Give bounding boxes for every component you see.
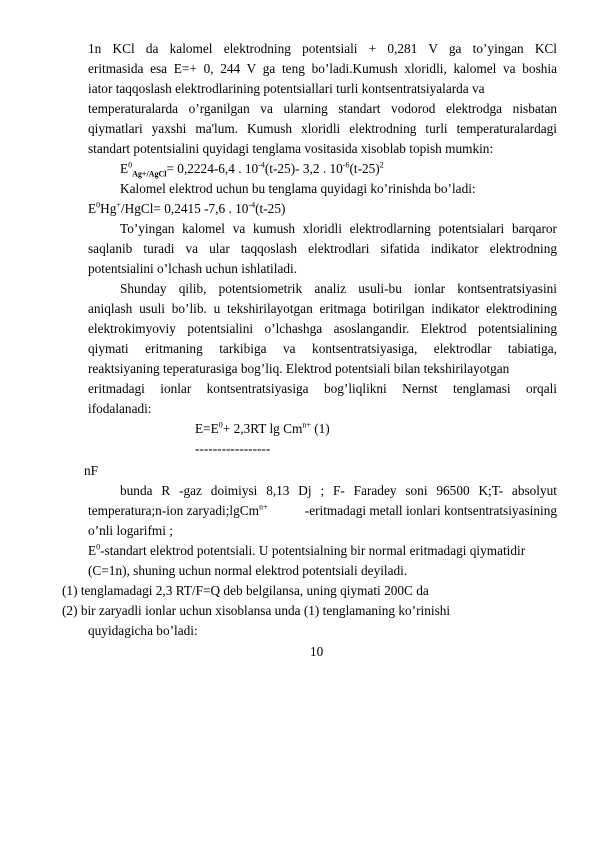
text-line: To’yingan kalomel va kumush xloridli elektrodlarning potentsialari barqaror (120, 221, 557, 236)
text-line: potentsialini o’lchash uchun ishlatiladi. (88, 261, 298, 276)
text-line: $E^0$-standart elektrod potentsiali. U potentsialning bir normal eritmadagi qiymatidir (88, 542, 526, 558)
text-line: (C=1n), shuning uchun normal elektrod potentsiali deyiladi. (88, 563, 408, 578)
text-line: 1n KCl da kalomel elektrodning potentsiali + 0,281 V ga to’yingan KCl (88, 41, 557, 56)
text-line: ifodalanadi: (88, 401, 152, 416)
text-line (88, 502, 557, 520)
fraction-denominator: nF (84, 463, 99, 478)
text-line: eritmasida esa E=+ 0, 244 V ga teng bo’ladi.Kumush xloridli, kalomel va boshia (88, 61, 557, 76)
text-line: elektrokimyoviy potentsialini o’lchashga asoslangandir. Elektrod potentsialining (88, 321, 557, 336)
text-fragment: temperatura;n-ion zaryadi;lgCm$^{n+}$ (88, 502, 268, 518)
page-number: 10 (310, 644, 324, 659)
text-fragment: -eritmadagi metall ionlari kontsentratsiyasining (304, 503, 557, 518)
text-line: quyidagicha bo’ladi: (88, 623, 198, 638)
text-line: bunda R -gaz doimiysi 8,13 Dj ; F- Faradey soni 96500 K;T- absolyut (120, 483, 557, 498)
text-line: (1) tenglamadagi 2,3 RT/F=Q deb belgilansa, uning qiymati 200C da (62, 583, 429, 598)
nernst-equation: $E=E^0+ 2,3RT$ $\lg Cm^{n+}$ (1) (195, 420, 330, 436)
text-line: temperaturalarda o’rganilgan va ularning standart vodorod elektrodga nisbatan (88, 101, 557, 116)
text-line: reaktsiyaning teperaturasiga bog’liq. Elektrod potentsiali bilan tekshirilayotgan (88, 361, 510, 376)
fraction-rule: ----------------- (195, 441, 271, 456)
text-line: Shunday qilib, potentsiometrik analiz usuli-bu ionlar kontsentratsiyasini (120, 281, 557, 296)
text-line: iator taqqoslash elektrodlarining potentsiallari turli kontsentratsiyalarda va (88, 81, 485, 96)
text-line: qiymati eritmaning tarkibiga va kontsentratsiyasiga, elektrodlar tabiatiga, (88, 341, 557, 356)
text-line: qiymatlari yaxshi ma'lum. Kumush xloridli elektrodning turli temperaturalardagi (88, 121, 557, 136)
text-line: o’nli logarifmi ; (88, 523, 173, 538)
text-line: eritmadagi ionlar kontsentratsiyasiga bog’liqlikni Nernst tenglamasi orqali (88, 381, 557, 396)
equation-agcl: $E^0_{Ag+/AgCl}= 0,2224-6,4$ . $10^{-4}(t-25)-$ 3,2 . $10^{-6}(t-25)^2$ (120, 160, 384, 179)
text-line: aniqlash usuli bo’lib. u tekshirilayotgan eritmaga botirilgan indikator elektrodining (88, 301, 557, 316)
text-line: Kalomel elektrod uchun bu tenglama quyidagi ko’rinishda bo’ladi: (120, 181, 476, 196)
text-line: saqlanib turadi va ular taqqoslash elektrodlari sifatida indikator elektrodning (88, 241, 557, 256)
text-line: (2) bir zaryadli ionlar uchun xisoblansa unda (1) tenglamaning ko’rinishi (62, 603, 451, 618)
text-line: standart potentsialini quyidagi tenglama vositasida xisoblab topish mumkin: (88, 141, 494, 156)
equation-calomel: $E^0Hg^+/HgCl= 0,2415$ -7,6 . $10^{-4}(t-25)$ (88, 200, 286, 216)
